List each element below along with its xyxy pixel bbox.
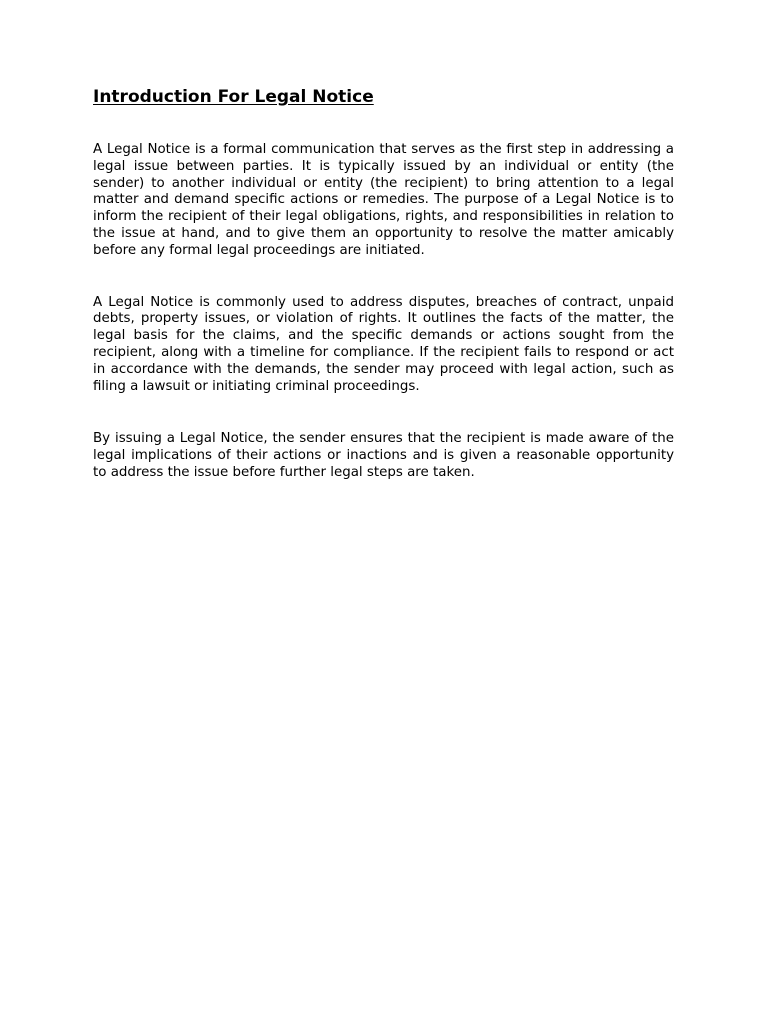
document-title: Introduction For Legal Notice bbox=[93, 87, 374, 107]
document-body bbox=[93, 86, 674, 482]
paragraph-conclusion: By issuing a Legal Notice, the sender ensures that the recipient is made aware of the legal implications of their actions or inactions and is given a reasonable opportunity to address the issue before further legal steps are taken. bbox=[93, 431, 674, 480]
paragraph-intro: A Legal Notice is a formal communication that serves as the first step in addressing a legal issue between parties. It is typically issued by an individual or entity (the sender) to another individual or entity (the recipient) to bring attention to a legal matter and demand specific actions or remedies. The purpose of a Legal Notice is to inform the recipient of their legal obligations, rights, and responsibilities in relation to the issue at hand, and to give them an opportunity to resolve the matter amicably before any formal legal proceedings are initiated. bbox=[93, 142, 674, 258]
paragraph-usage: A Legal Notice is commonly used to address disputes, breaches of contract, unpaid debts, property issues, or violation of rights. It outlines the facts of the matter, the legal basis for the claims, and the specific demands or actions sought from the recipient, along with a timeline for compliance. If the recipient fails to respond or act in accordance with the demands, the sender may proceed with legal action, such as filing a lawsuit or initiating criminal proceedings. bbox=[93, 294, 674, 394]
